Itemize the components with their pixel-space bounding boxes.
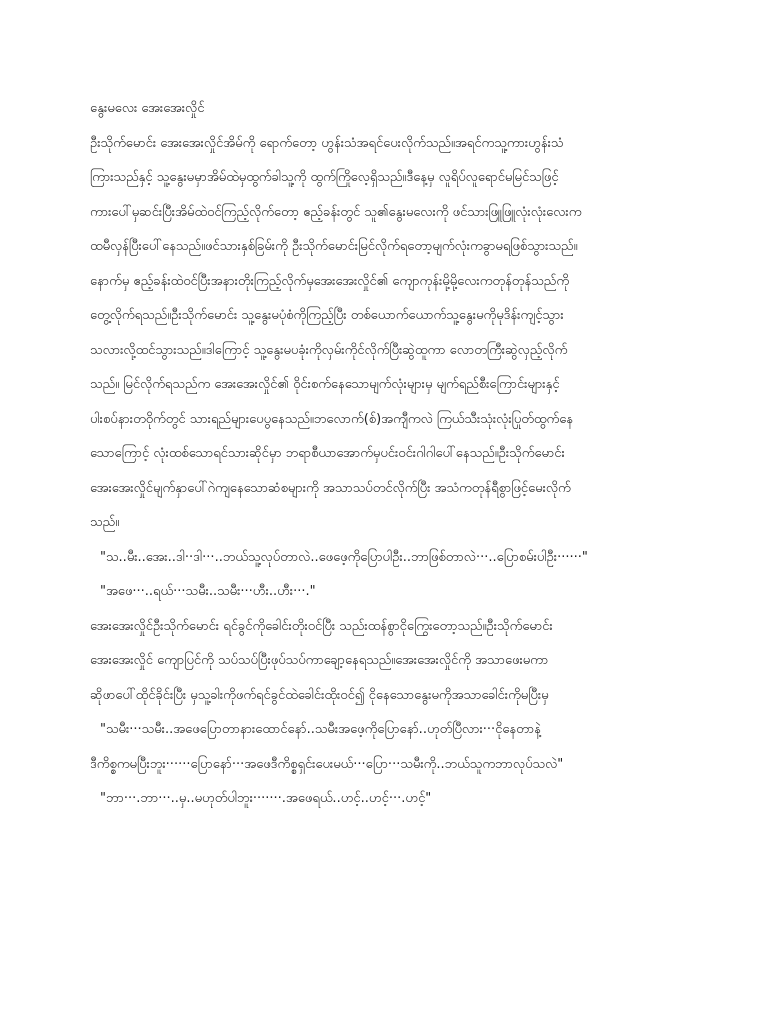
paragraph-line: ပါးစပ်နားတဝိုက်တွင် သားရည်များပေပွနေသည်။ဘလောက်(စ်)အကျီကလဲ ကြယ်သီးသုံးလုံးပြုတ်ထွက်နေ — [90, 411, 573, 427]
paragraph-line: နောက်မှ ဧည့်ခန်းထဲဝင်ပြီးအနားတိုးကြည့်လိုက်မှအေးအေးလှိုင်၏ ကျောကုန်းမို့မို့လေးကတုန်တုန်သည်ကို — [90, 273, 570, 289]
paragraph-line: အေးအေးလှိုင်မျက်နှာပေါ်ဂဲကျနေသောဆံစများကို အသာသပ်တင်လိုက်ပြီး အသံကတုန်ရီစွာဖြင့်မေးလိုက် — [90, 480, 571, 496]
dialogue-line: "သ..မီး..အေး..ဒါ··ဒါ···..ဘယ်သူ့လုပ်တာလဲ..ဖေဖေ့ကိုပြောပါဦး..ဘာဖြစ်တာလဲ···..ပြောစမ်းပါဦး······" — [100, 549, 588, 565]
paragraph-line: သည်။ မြင်လိုက်ရသည်က အေးအေးလှိုင်၏ ဝိုင်းစက်နေသောမျက်လုံးများမှ မျက်ရည်စီးကြောင်းများနှင့် — [90, 377, 560, 392]
dialogue-line: "သမီး···သမီး..အဖေပြောတာနားထောင်နော်..သမီးအဖေ့ကိုပြောနော်..ဟုတ်ပြီလား···ငိုနေတာနဲ့ — [100, 722, 541, 737]
paragraph-line: ဦးသိုက်မောင်း အေးအေးလှိုင်အိမ်ကို ရောက်တော့ ဟွန်းသံအရင်ပေးလိုက်သည်။အရင်ကသူ့ကားဟွန်းသံ — [90, 135, 564, 151]
paragraph-line: ဒီကိစ္စကမပြီးဘူး······ပြောနော်···အဖေဒီကိစ္စရှင်းပေးမယ်···ပြော···သမီးကို..ဘယ်သူကဘာလုပ်သလဲ" — [90, 756, 564, 772]
dialogue-line: "ဘာ···.ဘာ···..မှ..မဟုတ်ပါဘူး·······.အဖေရယ်..ဟင့်..ဟင့်···.ဟင့်" — [100, 791, 432, 806]
document-body — [90, 92, 680, 817]
document-title: နွေးမလေး အေးအေးလှိုင် — [90, 101, 205, 116]
dialogue-line: "အဖေ···..ရယ်···သမီး..သမီး···ဟီး..ဟီး···." — [100, 584, 316, 599]
paragraph-line: ထမီလှန်ပြီးပေါ်နေသည်။ဖင်သားနှစ်ခြမ်းကို ဦးသိုက်မောင်းမြင်လိုက်ရတော့မျက်လုံးကခွာမရဖြစ်သွားသည်။ — [90, 239, 578, 254]
paragraph-line: တွေ့လိုက်ရသည်။ဦးသိုက်မောင်း သူ့နွေးမပုံစံကိုကြည့်ပြီး တစ်ယောက်ယောက်သူ့နွေးမကိုမုဒိန်းကျင့်သွား — [90, 308, 564, 323]
paragraph-line: ကြားသည်နှင့် သူ့နွေးမမှာအိမ်ထဲမှထွက်ခါသူ့ကို ထွက်ကြိုလေ့ရှိသည်။ဒီနေ့မှ လူရိပ်လူရောင်မမြင်သဖြင့် — [90, 170, 559, 185]
paragraph-line: သလားလို့ထင်သွားသည်။ဒါကြောင့် သူ့နွေးမပခုံးကိုလှမ်းကိုင်လိုက်ပြီးဆွဲထူကာ လောတကြီးဆွဲလှည့်လိုက် — [90, 342, 568, 358]
paragraph-line: အေးအေးလှိုင်ဦးသိုက်မောင်း ရင်ခွင်ကိုခေါင်းတိုးဝင်ပြီး သည်းထန်စွာငိုကြွေးတော့သည်။ဦးသိုက်မောင်း — [90, 618, 553, 634]
paragraph-line: ကားပေါ်မှဆင်းပြီးအိမ်ထဲဝင်ကြည့်လိုက်တော့ ဧည့်ခန်းတွင် သူ၏နွေးမလေးကို ဖင်သားဖြူဖြူလုံးလုံးလေးက — [90, 204, 582, 220]
paragraph-line: သောကြောင့် လုံးထစ်သောရင်သားဆိုင်မှာ ဘရာစီယာအောက်မှပင်းဝင်းဂါဂါပေါ်နေသည်။ဦးသိုက်မောင်း — [90, 446, 565, 461]
paragraph-line: အေးအေးလှိုင် ကျောပြင်ကို သပ်သပ်ပြီးဖုပ်သပ်ကာချော့နေရသည်။အေးအေးလှိုင်ကို အသာဖေးမကာ — [90, 653, 549, 668]
paragraph-line: ဆိုဖာပေါ်ထိုင်ခိုင်းပြီး မှသူ့ခါးကိုဖက်ရင်ခွင်ထဲခေါင်းထိုးဝင်၍ ငိုနေသောနွေးမကိုအသာခေါင်းကိုမပြီးမှ — [90, 687, 549, 703]
paragraph-line: သည်။ — [90, 515, 120, 530]
